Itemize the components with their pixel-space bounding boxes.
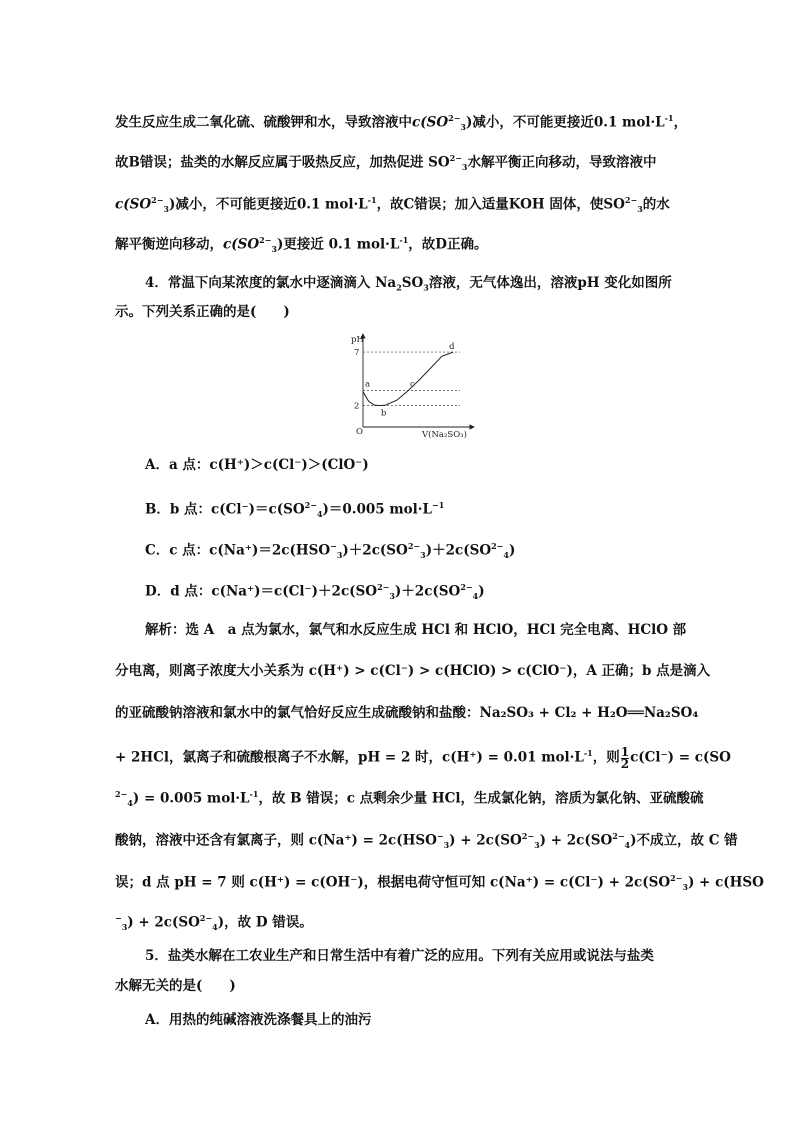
- point-label-a: a: [365, 379, 371, 390]
- fraction-one-half: $\frac{1}{2}$: [620, 744, 630, 771]
- option-a: A．a 点：c(H⁺)＞c(Cl⁻)＞(ClO⁻): [145, 457, 369, 473]
- q5-stem-line-2: 水解无关的是( ): [115, 978, 236, 994]
- intro-line-1: 发生反应生成二氧化硫、硫酸钾和水，导致溶液中$c(SO^{2-}_3)$减小，不可能更接近0.1 $mol\cdot L^{-1}$，: [115, 113, 688, 133]
- intro-line-2: 故B错误；盐类的水解反应属于吸热反应，加热促进 $SO^{2-}_3$水解平衡正向移动，导致溶液中: [115, 153, 657, 173]
- q4-stem-line-1: 4．常温下向某浓度的氯水中逐滴滴入 $Na_2SO_3$溶液，无气体逸出，溶液pH 变化如图所: [145, 275, 672, 293]
- intro-line-3: $c(SO^{2-}_3)$减小，不可能更接近0.1 $mol\cdot L^{-1}$，故C错误；加入适量KOH 固体，使$SO^{2-}_3$的水: [115, 195, 670, 215]
- analysis-line-7: 误；d 点 pH = 7 则 c(H⁺) = c(OH⁻)，根据电荷守恒可知 $c(Na^+) = c(Cl^-) + 2c(SO^{2-}_3) + c(HSO$: [115, 873, 764, 893]
- point-label-c: c: [410, 379, 415, 390]
- intro-line-4: 解平衡逆向移动，$c(SO^{2-}_3)$更接近 0.1 $mol\cdot L^{-1}$，故D正确。: [115, 235, 488, 255]
- origin-label: O: [356, 427, 363, 437]
- option-c: C．c 点：$c(Na^+)=2c(HSO^-_3)+2c(SO^{2-}_3)+2c(SO^{2-}_4)$: [145, 541, 516, 561]
- option-b: B．b 点：$c(Cl^-)=c(SO^{2-}_4)=0.005$ $mol\cdot L^{-1}$: [145, 500, 445, 520]
- y-tick-7: 7: [354, 348, 360, 359]
- ph-curve: [363, 352, 453, 406]
- q4-stem-line-2: 示。下列关系正确的是( ): [115, 304, 290, 320]
- y-axis-label: pH: [351, 335, 364, 345]
- point-label-b: b: [380, 408, 387, 419]
- analysis-line-6: 酸钠，溶液中还含有氯离子，则 $c(Na^+) = 2c(HSO^-_3) + 2c(SO^{2-}_3) + 2c(SO^{2-}_4)$不成立，故 C 错: [115, 831, 738, 851]
- analysis-line-1: 解析：选 A a 点为氯水，氯气和水反应生成 HCl 和 HClO，HCl 完全电离、HClO 部: [145, 622, 687, 638]
- analysis-line-4: + 2HCl，氯离子和硫酸根离子不水解，pH = 2 时，c(H⁺) = 0.01 $mol\cdot L^{-1}$，则 $\frac{1}{2}$ c(Cl⁻) = c(SO: [115, 744, 731, 771]
- y-tick-2: 2: [354, 401, 360, 412]
- analysis-line-8: $^-_3) + 2c(SO^{2-}_4)$，故 D 错误。: [115, 913, 313, 933]
- point-labels: [365, 342, 455, 419]
- point-label-d: d: [449, 342, 455, 353]
- q5-stem-line-1: 5．盐类水解在工农业生产和日常生活中有着广泛的应用。下列有关应用或说法与盐类: [145, 948, 654, 964]
- x-axis-label: V(Na₂SO₃): [422, 430, 467, 440]
- q5-option-a: A．用热的纯碱溶液洗涤餐具上的油污: [145, 1012, 372, 1028]
- y-tick-labels: [354, 348, 359, 412]
- option-d: D．d 点：$c(Na^+)=c(Cl^-)+2c(SO^{2-}_3)+2c(SO^{2-}_4)$: [145, 582, 485, 602]
- analysis-line-5: $^{2-}_4$) = 0.005 $mol\cdot L^{-1}$，故 B 错误；c 点剩余少量 HCl，生成氯化钠，溶质为氯化钠、亚硫酸硫: [115, 789, 704, 809]
- analysis-line-3: 的亚硫酸钠溶液和氯水中的氯气恰好反应生成硫酸钠和盐酸：Na₂SO₃ + Cl₂ + H₂O══Na₂SO₄: [115, 705, 699, 721]
- ph-chart: [338, 330, 478, 442]
- analysis-line-2: 分电离，则离子浓度大小关系为 c(H⁺) > c(Cl⁻) > c(HClO) > c(ClO⁻)，A 正确；b 点是滴入: [115, 663, 711, 679]
